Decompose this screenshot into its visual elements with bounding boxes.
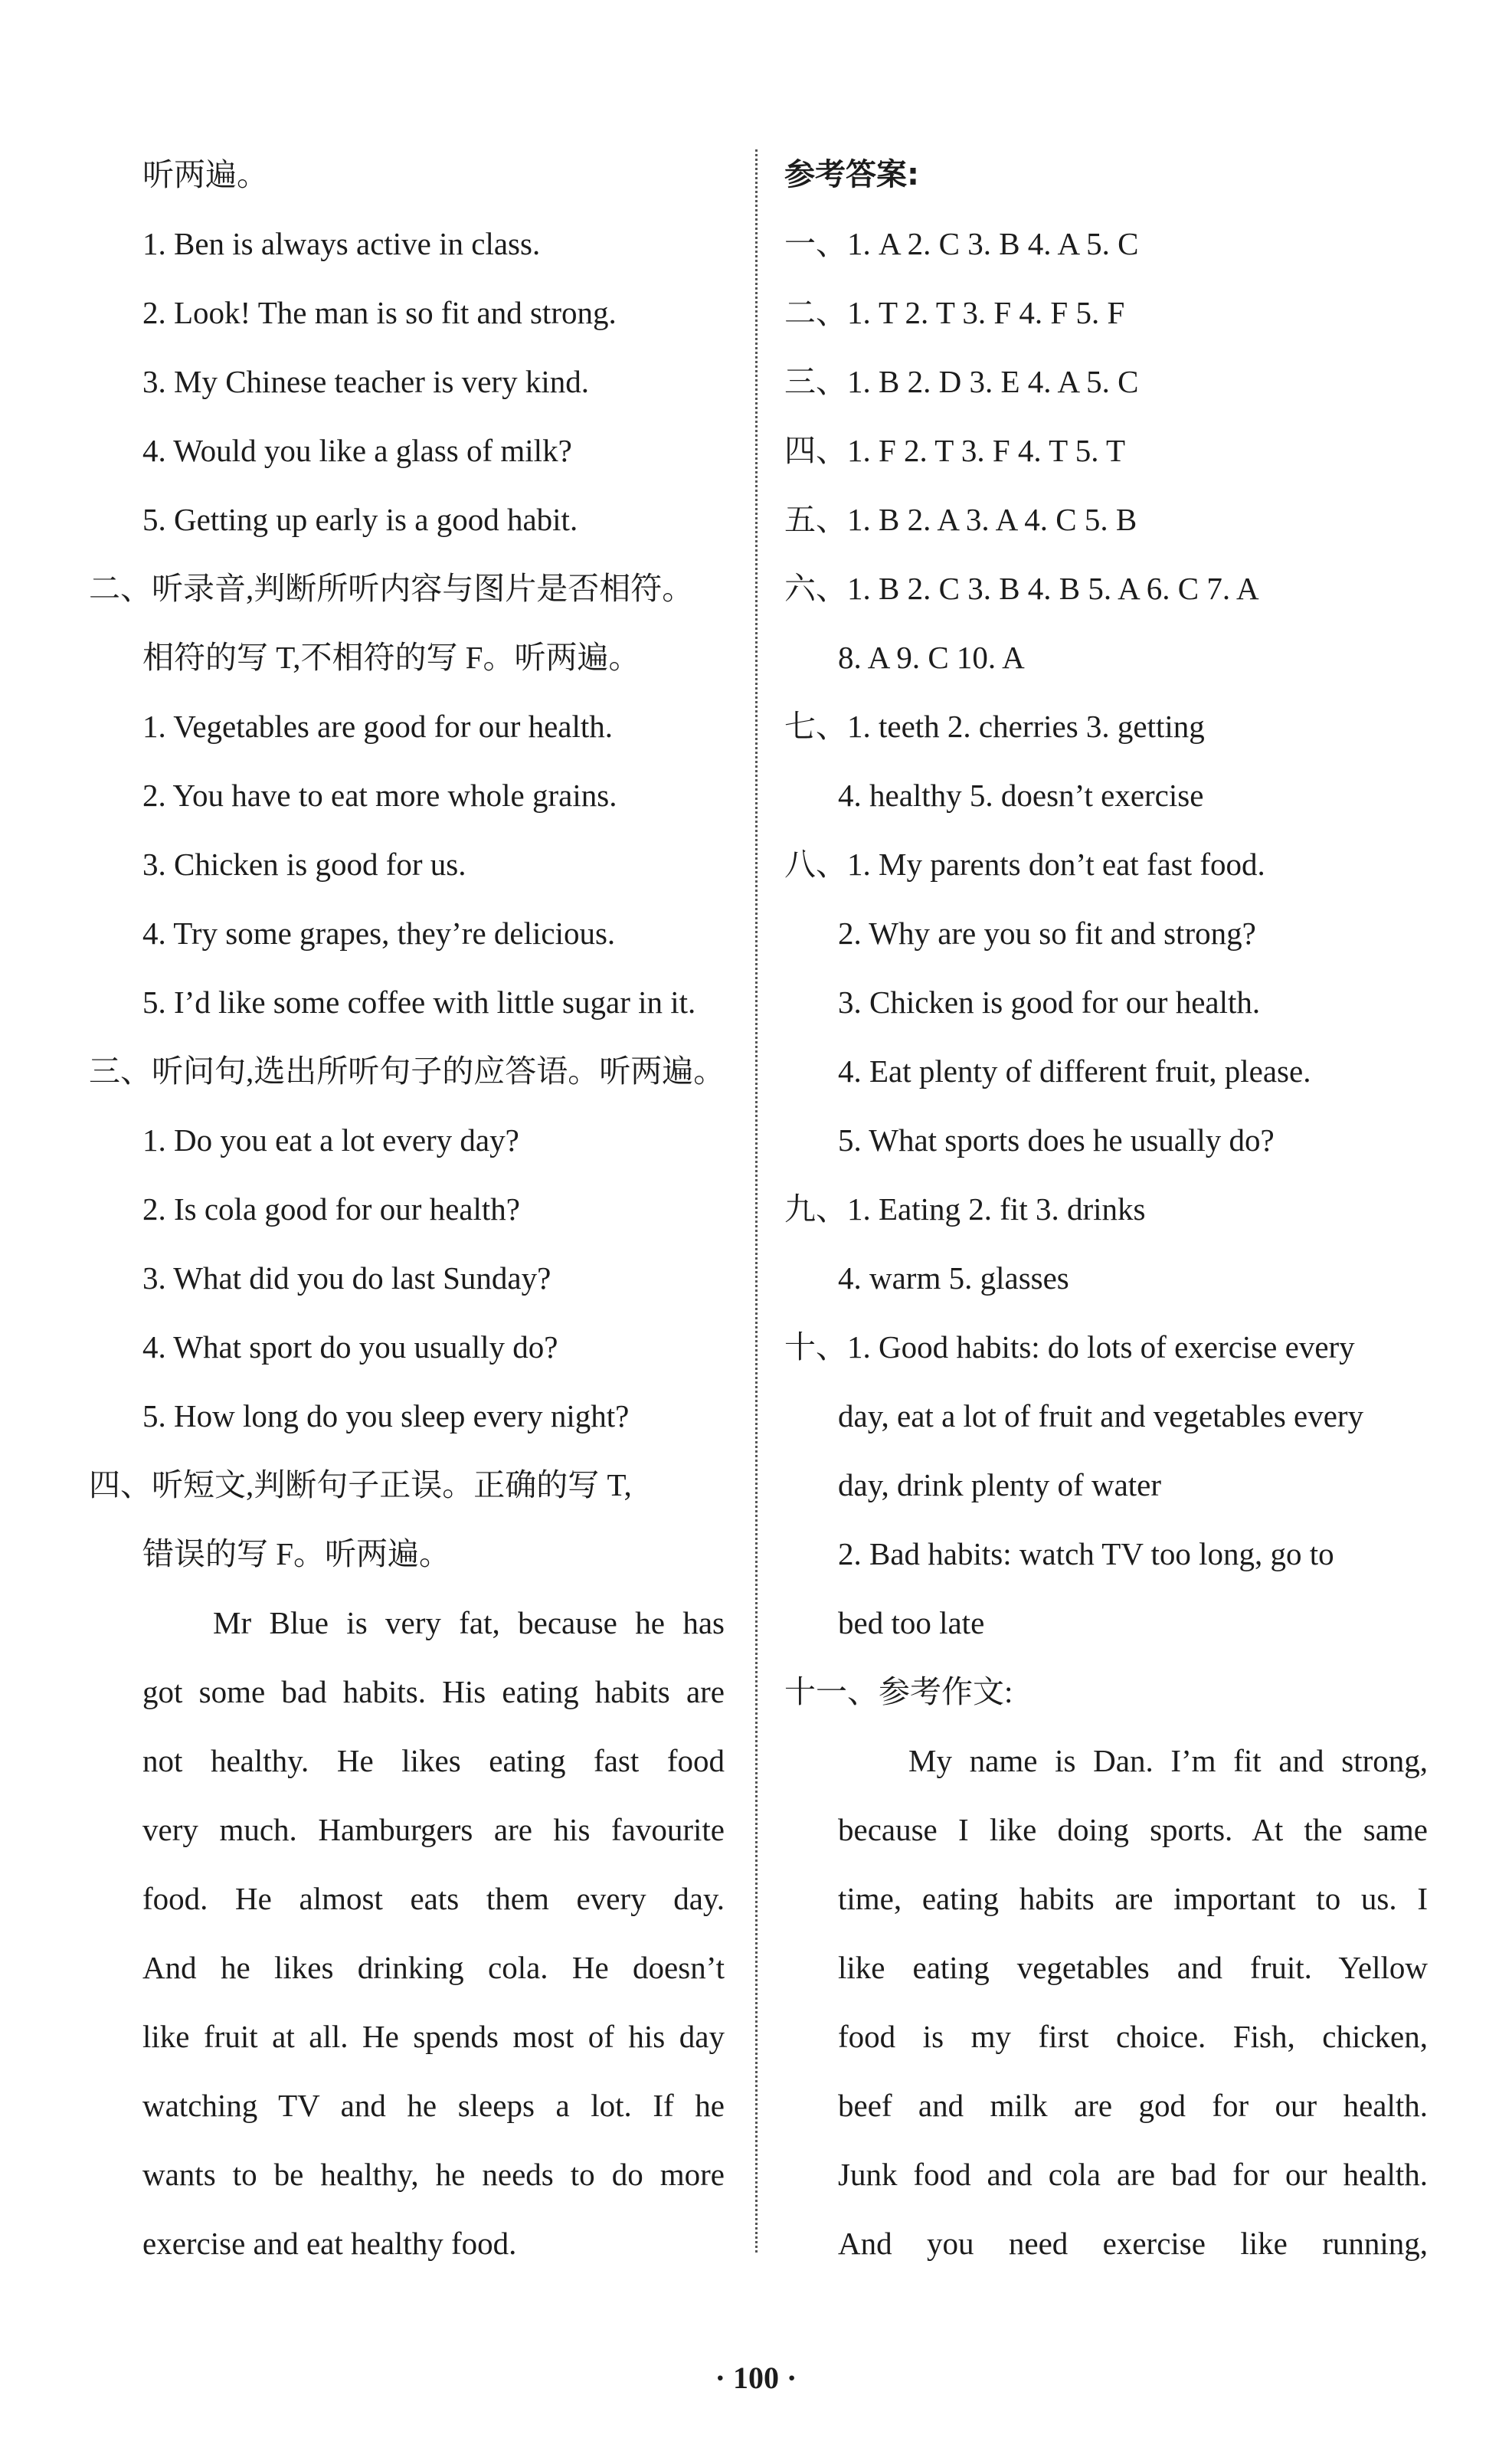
passage-line: not healthy. He likes eating fast food: [142, 1743, 725, 1778]
text-line: bed too late: [838, 1605, 985, 1640]
right-column: [784, 140, 1428, 2278]
passage-line: because I like doing sports. At the same: [838, 1812, 1428, 1847]
text-line: 5. How long do you sleep every night?: [142, 1398, 630, 1433]
text-line: day, eat a lot of fruit and vegetables every: [838, 1398, 1364, 1433]
text-line: 4. warm 5. glasses: [838, 1260, 1069, 1296]
section-line: 六、1. B 2. C 3. B 4. B 5. A 6. C 7. A: [784, 571, 1259, 606]
passage-line: time, eating habits are important to us. I: [838, 1881, 1428, 1916]
section-line: 一、1. A 2. C 3. B 4. A 5. C: [784, 226, 1139, 261]
text-line: 5. What sports does he usually do?: [838, 1122, 1275, 1158]
text-line: 3. Chicken is good for us.: [142, 847, 466, 882]
text-line: 2. You have to eat more whole grains.: [142, 778, 617, 813]
text-line: 4. Eat plenty of different fruit, please.: [838, 1053, 1311, 1089]
section-line: 二、听录音,判断所听内容与图片是否相符。: [89, 571, 694, 606]
answer-key-heading: 参考答案:: [784, 157, 919, 192]
passage-line: Mr Blue is very fat, because he has: [213, 1605, 725, 1640]
left-column: [89, 140, 725, 2278]
text-line: 3. Chicken is good for our health.: [838, 985, 1261, 1020]
text-line: 1. Vegetables are good for our health.: [142, 709, 614, 744]
passage-line: exercise and eat healthy food.: [142, 2226, 517, 2261]
section-line: 九、1. Eating 2. fit 3. drinks: [784, 1191, 1146, 1227]
passage-line: like fruit at all. He spends most of his day: [142, 2019, 725, 2054]
text-line: 1. Do you eat a lot every day?: [142, 1122, 519, 1158]
text-line: 2. Is cola good for our health?: [142, 1191, 520, 1227]
text-line: 5. Getting up early is a good habit.: [142, 502, 578, 537]
text-line: 3. What did you do last Sunday?: [142, 1260, 551, 1296]
text-line: 听两遍。: [142, 157, 268, 192]
section-line: 四、1. F 2. T 3. F 4. T 5. T: [784, 433, 1126, 468]
section-line: 三、1. B 2. D 3. E 4. A 5. C: [784, 364, 1139, 399]
page-number: · 100 ·: [715, 2361, 797, 2395]
section-line: 三、听问句,选出所听句子的应答语。听两遍。: [89, 1053, 725, 1089]
passage-line: wants to be healthy, he needs to do more: [142, 2157, 725, 2192]
text-line: 4. Would you like a glass of milk?: [142, 433, 572, 468]
passage-line: beef and milk are god for our health.: [838, 2088, 1428, 2123]
text-line: 4. Try some grapes, they’re delicious.: [142, 916, 616, 951]
text-line: 4. healthy 5. doesn’t exercise: [838, 778, 1204, 813]
section-line: 十、1. Good habits: do lots of exercise every: [784, 1329, 1355, 1365]
passage-line: very much. Hamburgers are his favourite: [142, 1812, 725, 1847]
text-line: 5. I’d like some coffee with little sugar in it.: [142, 985, 696, 1020]
passage-line: Junk food and cola are bad for our health.: [838, 2157, 1428, 2192]
passage-line: food. He almost eats them every day.: [142, 1881, 725, 1916]
column-divider: [755, 149, 758, 2253]
passage-line: like eating vegetables and fruit. Yellow: [838, 1950, 1428, 1985]
text-line: 2. Bad habits: watch TV too long, go to: [838, 1536, 1334, 1571]
passage-line: food is my first choice. Fish, chicken,: [838, 2019, 1428, 2054]
text-line: 2. Why are you so fit and strong?: [838, 916, 1256, 951]
text-line: 错误的写 F。听两遍。: [142, 1536, 451, 1571]
passage-line: My name is Dan. I’m fit and strong,: [908, 1743, 1428, 1778]
section-line: 七、1. teeth 2. cherries 3. getting: [784, 709, 1205, 744]
section-line: 五、1. B 2. A 3. A 4. C 5. B: [784, 502, 1137, 537]
text-line: day, drink plenty of water: [838, 1467, 1162, 1502]
text-line: 相符的写 T,不相符的写 F。听两遍。: [142, 640, 640, 675]
text-line: 2. Look! The man is so fit and strong.: [142, 295, 617, 330]
text-line: 4. What sport do you usually do?: [142, 1329, 558, 1365]
text-line: 3. My Chinese teacher is very kind.: [142, 364, 589, 399]
text-line: 1. Ben is always active in class.: [142, 226, 541, 261]
section-line: 八、1. My parents don’t eat fast food.: [784, 847, 1265, 882]
section-line: 二、1. T 2. T 3. F 4. F 5. F: [784, 295, 1125, 330]
passage-line: got some bad habits. His eating habits are: [142, 1674, 725, 1709]
text-line: 8. A 9. C 10. A: [838, 640, 1025, 675]
section-line: 四、听短文,判断句子正误。正确的写 T,: [89, 1467, 632, 1502]
passage-line: watching TV and he sleeps a lot. If he: [142, 2088, 725, 2123]
passage-line: And he likes drinking cola. He doesn’t: [142, 1950, 725, 1985]
section-line: 十一、参考作文:: [784, 1674, 1013, 1709]
passage-line: And you need exercise like running,: [838, 2226, 1428, 2261]
